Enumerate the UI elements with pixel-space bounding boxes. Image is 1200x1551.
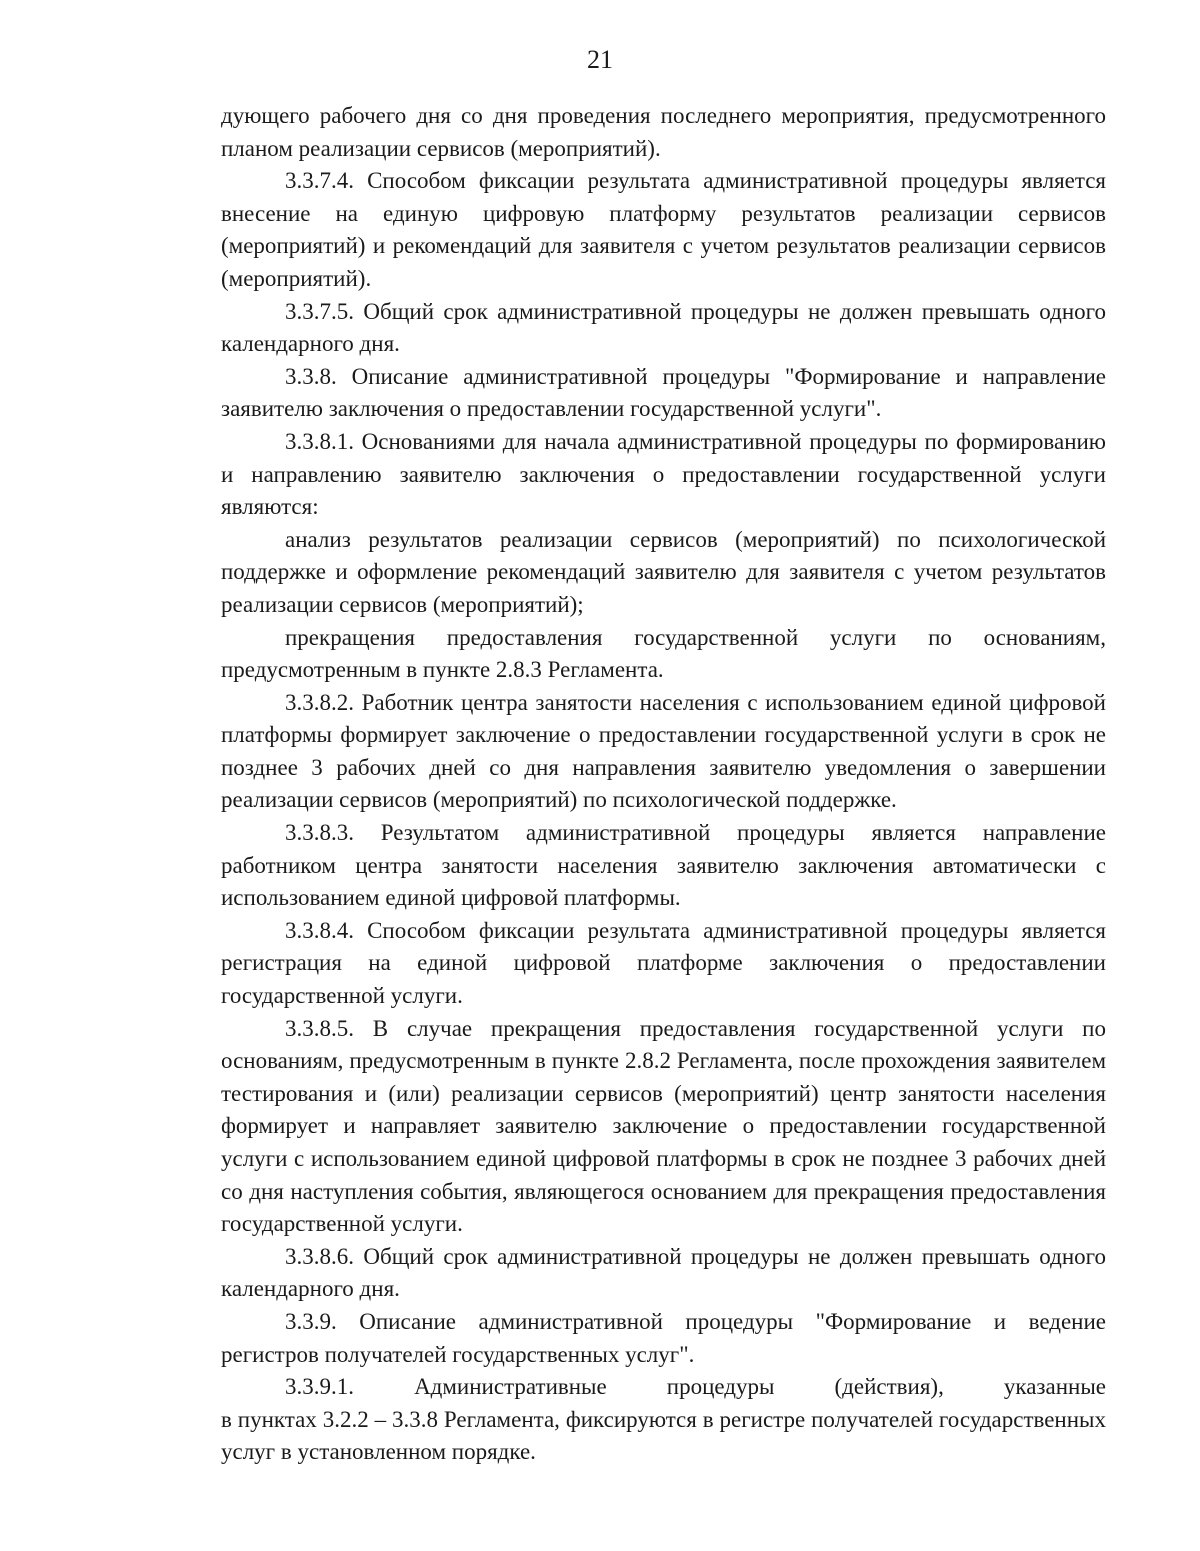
paragraph-3-3-8-6: 3.3.8.6. Общий срок административной процедуры не должен превышать одного календарного дня.: [221, 1243, 1106, 1302]
paragraph-3-3-8-5: 3.3.8.5. В случае прекращения предоставления государственной услуги по основаниям, предусмотренным в пункте 2.8.2 Регламента, после прохождения заявителем тестирования и (или) реализации сервисов (мероприятий) центр занятости населения формирует и направляет заявителю заключение о предоставлении государственной услуги с использованием единой цифровой платформы в срок не позднее 3 рабочих дней со дня наступления события, являющегося основанием для прекращения предоставления государственной услуги.: [221, 1015, 1106, 1237]
page-number: 21: [587, 45, 613, 74]
paragraph-3-3-8-1: 3.3.8.1. Основаниями для начала административной процедуры по формированию и направлению заявителю заключения о предоставлении государственной услуги являются:: [221, 428, 1106, 520]
document-body: [221, 100, 1106, 1469]
paragraph-continuation: дующего рабочего дня со дня проведения последнего мероприятия, предусмотренного планом реализации сервисов (мероприятий).: [221, 103, 1106, 161]
paragraph-3-3-9-1-rest: в пунктах 3.2.2 – 3.3.8 Регламента, фиксируются в регистре получателей государственных услуг в установленном порядке.: [221, 1406, 1106, 1465]
paragraph-3-3-9: 3.3.9. Описание административной процедуры "Формирование и ведение регистров получателей государственных услуг".: [221, 1308, 1106, 1367]
paragraph-list-item-termination: прекращения предоставления государственной услуги по основаниям, предусмотренным в пункте 2.8.3 Регламента.: [221, 624, 1106, 683]
paragraph-3-3-9-1: [221, 1371, 1106, 1469]
paragraph-3-3-8-4: 3.3.8.4. Способом фиксации результата административной процедуры является регистрация на единой цифровой платформе заключения о предоставлении государственной услуги.: [221, 917, 1106, 1009]
paragraph-3-3-9-1-first-line: 3.3.9.1. Административные процедуры (действия), указанные: [285, 1374, 1106, 1400]
paragraph-3-3-8: 3.3.8. Описание административной процедуры "Формирование и направление заявителю заключения о предоставлении государственной услуги".: [221, 363, 1106, 422]
paragraph-list-item-analysis: анализ результатов реализации сервисов (мероприятий) по психологической поддержке и оформление рекомендаций заявителю для заявителя с учетом результатов реализации сервисов (мероприятий);: [221, 526, 1106, 617]
paragraph-3-3-7-4: 3.3.7.4. Способом фиксации результата административной процедуры является внесение на единую цифровую платформу результатов реализации сервисов (мероприятий) и рекомендаций для заявителя с учетом результатов реализации сервисов (мероприятий).: [221, 168, 1106, 291]
paragraph-3-3-8-3: 3.3.8.3. Результатом административной процедуры является направление работником центра занятости населения заявителю заключения автоматически с использованием единой цифровой платформы.: [221, 820, 1106, 911]
paragraph-3-3-7-5: 3.3.7.5. Общий срок административной процедуры не должен превышать одного календарного дня.: [221, 298, 1106, 357]
paragraph-3-3-8-2: 3.3.8.2. Работник центра занятости населения с использованием единой цифровой платформы формирует заключение о предоставлении государственной услуги в срок не позднее 3 рабочих дней со дня направления заявителю уведомления о завершении реализации сервисов (мероприятий) по психологической поддержке.: [221, 689, 1106, 813]
